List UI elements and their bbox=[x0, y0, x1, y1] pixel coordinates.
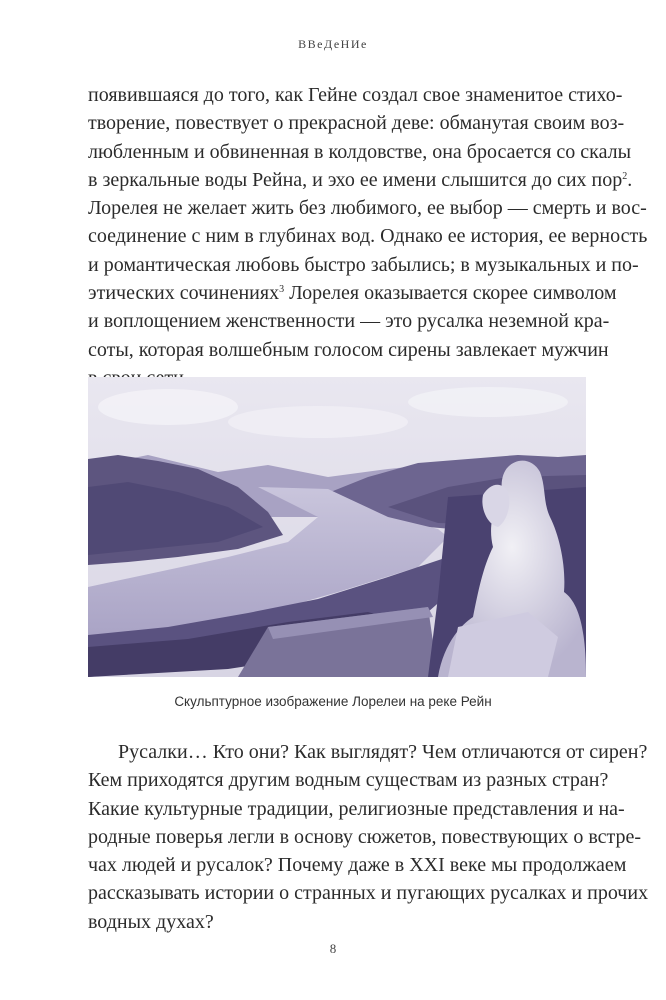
running-head: ВВеДеНИе bbox=[298, 37, 368, 51]
text-line: Русалки… Кто они? Как выглядят? Чем отличаются от сирен? bbox=[118, 741, 648, 763]
page-number: 8 bbox=[329, 941, 337, 956]
text-line: Кем приходятся другим водным существам из разных стран? bbox=[88, 769, 609, 792]
text-line: и романтическая любовь быстро забылись; в музыкальных и по- bbox=[88, 253, 639, 276]
text-segment: в зеркальные воды Рейна, и эхо ее имени слышится до сих пор bbox=[88, 168, 623, 191]
text-line: родные поверья легли в основу сюжетов, повествующих о встре- bbox=[88, 825, 642, 848]
text-line: рассказывать истории о странных и пугающих русалках и прочих bbox=[88, 882, 649, 905]
text-line: соты, которая волшебным голосом сирены завлекает мужчин bbox=[88, 338, 609, 361]
footnote-ref-3: 3 bbox=[279, 284, 285, 296]
text-line: и воплощением женственности — это русалка неземной кра- bbox=[88, 310, 610, 333]
text-line: Лорелея не желает жить без любимого, ее выбор — смерть и вос- bbox=[88, 197, 647, 220]
text-line: Какие культурные традиции, религиозные представления и на- bbox=[88, 797, 625, 820]
text-segment: этических сочинениях bbox=[88, 282, 280, 305]
text-segment: Лорелея оказывается скорее символом bbox=[284, 282, 617, 305]
footnote-ref-2: 2 bbox=[622, 170, 628, 182]
paragraph-intro bbox=[88, 81, 648, 392]
text-line: творение, повествует о прекрасной деве: обманутая своим воз- bbox=[88, 112, 625, 135]
text-line bbox=[88, 279, 617, 307]
punctuation: . bbox=[627, 168, 633, 191]
figure-caption: Скульптурное изображение Лорелеи на реке Рейн bbox=[174, 694, 492, 709]
text-line: появившаяся до того, как Гейне создал свое знаменитое стихо- bbox=[88, 84, 623, 106]
paragraph-questions bbox=[88, 738, 649, 936]
text-line: любленным и обвиненная в колдовстве, она бросается со скалы bbox=[88, 140, 632, 163]
text-line: чах людей и русалок? Почему даже в XXI веке мы продолжаем bbox=[88, 854, 627, 877]
loreley-photo bbox=[88, 377, 586, 677]
text-line: водных духах? bbox=[88, 910, 214, 933]
text-line bbox=[88, 166, 633, 194]
rhine-valley-image bbox=[88, 377, 586, 677]
text-line: соединение с ним в глубинах вод. Однако ее история, ее верность bbox=[88, 225, 648, 248]
